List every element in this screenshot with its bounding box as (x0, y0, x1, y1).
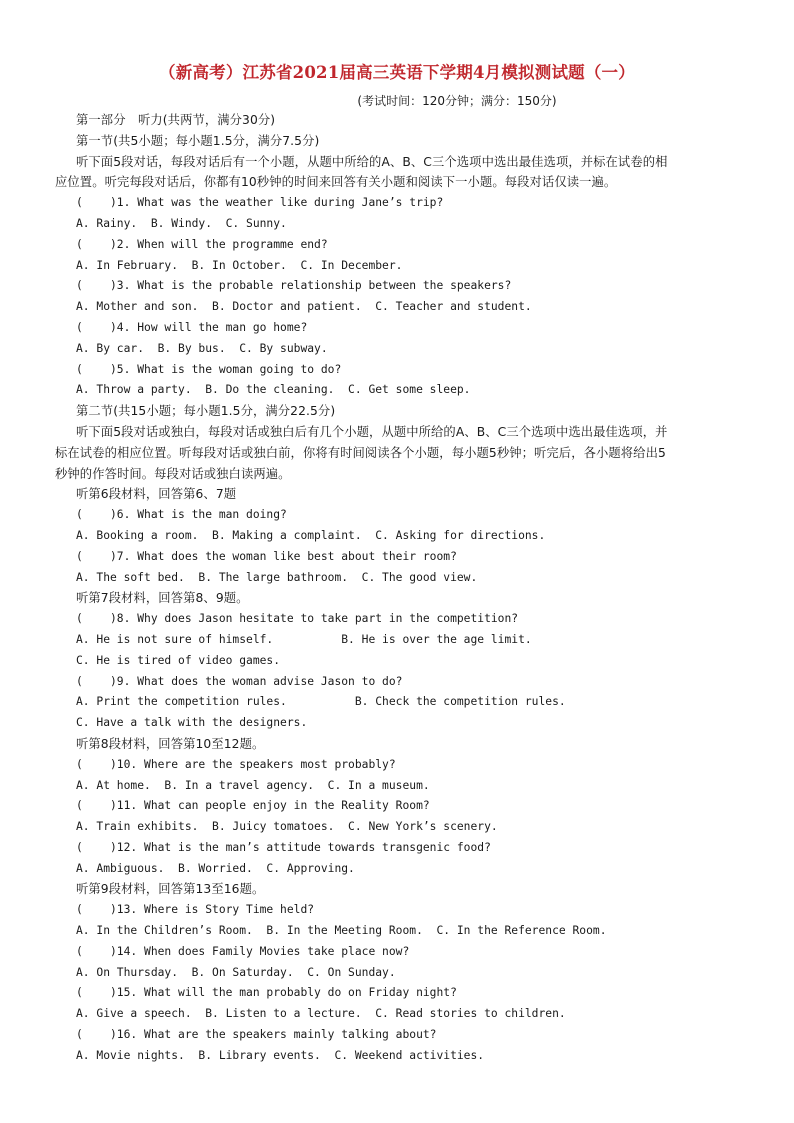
option-line: A. By car. B. By bus. C. By subway. (76, 341, 328, 355)
section-heading: 第一节(共5小题；每小题1.5分，满分7.5分) (76, 133, 320, 148)
material-heading: 听第8段材料，回答第10至12题。 (76, 736, 265, 751)
option-line: A. Booking a room. B. Making a complaint. C. Asking for directions. (76, 528, 546, 542)
page-title: （新高考）江苏省2021届高三英语下学期4月模拟测试题（一） (159, 63, 635, 82)
question-line: ( )8. Why does Jason hesitate to take part in the competition? (76, 612, 519, 626)
option-line: A. In the Children’s Room. B. In the Meeting Room. C. In the Reference Room. (76, 924, 607, 938)
question-line: ( )15. What will the man probably do on Friday night? (76, 986, 457, 1000)
option-line: A. Print the competition rules. B. Check the competition rules. (76, 695, 566, 709)
question-line: ( )10. Where are the speakers most probably? (76, 757, 396, 771)
material-heading: 听第6段材料，回答第6、7题 (76, 487, 237, 502)
option-line: A. Ambiguous. B. Worried. C. Approving. (76, 861, 355, 875)
question-line: ( )14. When does Family Movies take place now? (76, 944, 410, 958)
instruction-line: 秒钟的作答时间。每段对话或独白读两遍。 (55, 466, 291, 481)
material-heading: 听第7段材料，回答第8、9题。 (76, 591, 249, 606)
question-line: ( )16. What are the speakers mainly talking about? (76, 1028, 437, 1042)
option-line: A. Give a speech. B. Listen to a lecture. C. Read stories to children. (76, 1007, 566, 1021)
exam-body (55, 110, 748, 1067)
question-line: ( )5. What is the woman going to do? (76, 362, 342, 376)
question-line: ( )13. Where is Story Time held? (76, 903, 315, 917)
section-heading: 第二节(共15小题；每小题1.5分，满分22.5分) (76, 404, 336, 419)
question-line: ( )2. When will the programme end? (76, 237, 328, 251)
option-line: A. He is not sure of himself. B. He is over the age limit. (76, 632, 532, 646)
option-line: A. Mother and son. B. Doctor and patient. C. Teacher and student. (76, 300, 532, 314)
option-line: A. In February. B. In October. C. In December. (76, 258, 403, 272)
instruction-line: 听下面5段对话，每段对话后有一个小题，从题中所给的A、B、C三个选项中选出最佳选项，并标在试卷的相 (76, 154, 668, 169)
option-line: A. At home. B. In a travel agency. C. In a museum. (76, 778, 430, 792)
option-line: C. He is tired of video games. (76, 653, 281, 667)
instruction-line: 标在试卷的相应位置。听每段对话或独白前，你将有时间阅读各个小题，每小题5秒钟；听完后，各小题将给出5 (55, 445, 666, 460)
question-line: ( )4. How will the man go home? (76, 320, 308, 334)
question-line: ( )1. What was the weather like during Jane’s trip? (76, 196, 444, 210)
listening-section-2-lines (76, 484, 748, 1066)
option-line: A. Train exhibits. B. Juicy tomatoes. C. New York’s scenery. (76, 820, 498, 834)
instruction-line: 应位置。听完每段对话后，你都有10秒钟的时间来回答有关小题和阅读下一小题。每段对话仅读一遍。 (55, 175, 617, 190)
option-line: A. On Thursday. B. On Saturday. C. On Sunday. (76, 965, 396, 979)
question-line: ( )12. What is the man’s attitude towards transgenic food? (76, 840, 491, 854)
option-line: C. Have a talk with the designers. (76, 716, 308, 730)
question-line: ( )11. What can people enjoy in the Reality Room? (76, 799, 430, 813)
exam-time-note: (考试时间：120分钟；满分：150分) (357, 94, 557, 108)
question-line: ( )6. What is the man doing? (76, 508, 287, 522)
question-line: ( )9. What does the woman advise Jason to do? (76, 674, 403, 688)
option-line: A. Throw a party. B. Do the cleaning. C. Get some sleep. (76, 383, 471, 397)
material-heading: 听第9段材料，回答第13至16题。 (76, 882, 265, 897)
question-line: ( )7. What does the woman like best about their room? (76, 549, 457, 563)
part-heading: 第一部分 听力(共两节，满分30分) (76, 113, 276, 127)
option-line: A. Movie nights. B. Library events. C. Weekend activities. (76, 1048, 485, 1062)
instruction-line: 听下面5段对话或独白，每段对话或独白后有几个小题，从题中所给的A、B、C三个选项中选出最佳选项，并 (76, 424, 668, 439)
option-line: A. The soft bed. B. The large bathroom. C. The good view. (76, 570, 478, 584)
question-line: ( )3. What is the probable relationship between the speakers? (76, 279, 512, 293)
option-line: A. Rainy. B. Windy. C. Sunny. (76, 216, 287, 230)
